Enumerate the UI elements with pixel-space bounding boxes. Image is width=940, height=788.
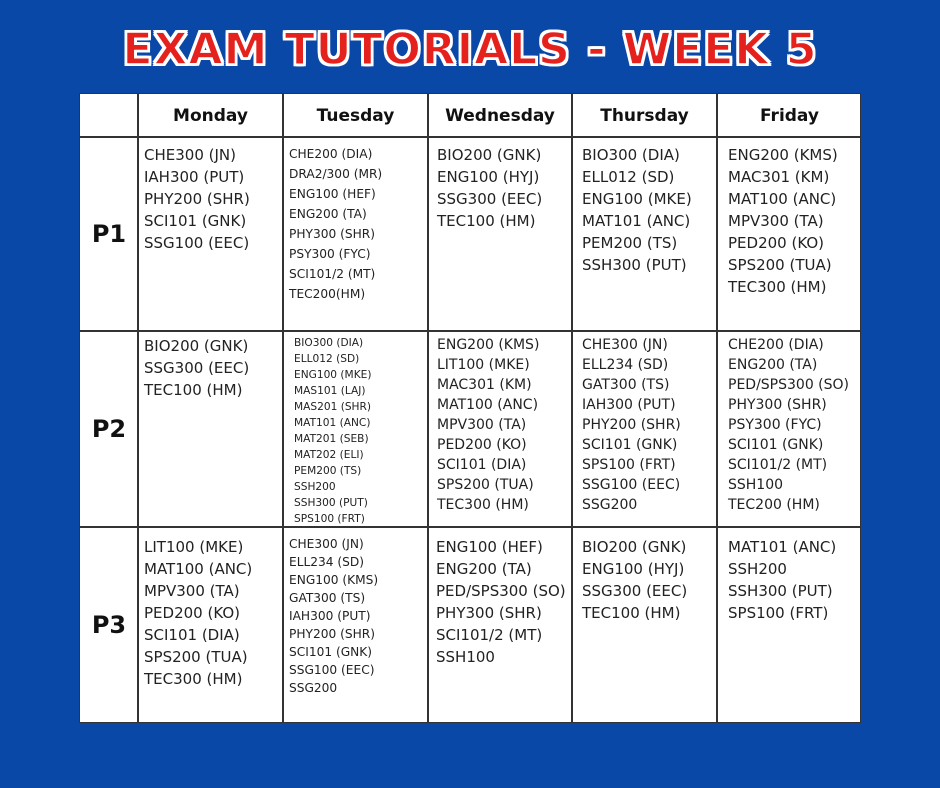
course-entry: TEC300 (HM)	[728, 278, 827, 296]
course-entry: LIT100 (MKE)	[437, 357, 530, 373]
course-entry: PHY200 (SHR)	[582, 417, 681, 433]
course-entry: SSH200	[294, 481, 336, 493]
cell-p1-tuesday	[289, 144, 382, 304]
course-entry: ELL012 (SD)	[294, 353, 360, 365]
cell-p2-tuesday	[294, 335, 371, 527]
course-entry: ENG200 (KMS)	[728, 146, 838, 164]
course-entry: PED/SPS300 (SO)	[436, 582, 566, 600]
cell-p3-monday	[144, 536, 252, 690]
course-entry: BIO200 (GNK)	[144, 337, 249, 355]
course-entry: MAT202 (ELI)	[294, 449, 364, 461]
course-entry: SCI101 (DIA)	[437, 457, 527, 473]
grid-line	[80, 330, 860, 332]
course-entry: MPV300 (TA)	[437, 417, 527, 433]
grid-line	[80, 526, 860, 528]
grid-line	[571, 94, 573, 722]
course-entry: SSH300 (PUT)	[294, 497, 368, 509]
course-entry: DRA2/300 (MR)	[289, 167, 383, 181]
grid-line	[282, 94, 284, 722]
course-entry: MAT100 (ANC)	[437, 397, 539, 413]
course-entry: ENG200 (TA)	[289, 207, 367, 221]
course-entry: MAT100 (ANC)	[144, 560, 253, 578]
course-entry: SCI101 (GNK)	[289, 645, 373, 659]
cell-p2-monday	[144, 335, 249, 401]
course-entry: MPV300 (TA)	[144, 582, 240, 600]
course-entry: PSY300 (FYC)	[728, 417, 822, 433]
course-entry: MAT100 (ANC)	[728, 190, 837, 208]
course-entry: BIO200 (GNK)	[437, 146, 542, 164]
day-header-friday: Friday	[760, 106, 819, 126]
course-entry: PHY300 (SHR)	[289, 227, 375, 241]
course-entry: MAC301 (KM)	[728, 168, 830, 186]
course-entry: IAH300 (PUT)	[144, 168, 245, 186]
course-entry: SCI101 (GNK)	[582, 437, 678, 453]
course-entry: SPS200 (TUA)	[728, 256, 832, 274]
course-entry: SSG200	[289, 681, 338, 695]
timetable-grid	[79, 93, 861, 723]
course-entry: SPS100 (FRT)	[294, 513, 365, 525]
cell-p2-friday	[728, 335, 849, 515]
course-entry: TEC200(HM)	[289, 287, 366, 301]
course-entry: MAS201 (SHR)	[294, 401, 372, 413]
course-entry: PED/SPS300 (SO)	[728, 377, 850, 393]
day-header-monday: Monday	[173, 106, 248, 126]
course-entry: MAT101 (ANC)	[582, 212, 691, 230]
course-entry: PEM200 (TS)	[582, 234, 678, 252]
course-entry: SSG100 (EEC)	[582, 477, 681, 493]
period-label-p2: P2	[91, 415, 127, 443]
course-entry: ENG100 (HEF)	[436, 538, 543, 556]
course-entry: IAH300 (PUT)	[289, 609, 371, 623]
cell-p3-friday	[728, 536, 836, 624]
course-entry: BIO300 (DIA)	[294, 337, 364, 349]
cell-p3-wednesday	[436, 536, 566, 668]
cell-p2-wednesday	[437, 335, 539, 515]
course-entry: LIT100 (MKE)	[144, 538, 244, 556]
course-entry: BIO300 (DIA)	[582, 146, 680, 164]
course-entry: SCI101/2 (MT)	[436, 626, 543, 644]
course-entry: ELL234 (SD)	[289, 555, 365, 569]
cell-p3-thursday	[582, 536, 687, 624]
course-entry: PEM200 (TS)	[294, 465, 362, 477]
course-entry: MAS101 (LAJ)	[294, 385, 366, 397]
grid-line	[716, 94, 718, 722]
course-entry: GAT300 (TS)	[582, 377, 670, 393]
grid-line	[427, 94, 429, 722]
course-entry: PHY200 (SHR)	[289, 627, 375, 641]
cell-p1-friday	[728, 144, 838, 298]
course-entry: SSG100 (EEC)	[144, 234, 250, 252]
course-entry: TEC100 (HM)	[582, 604, 681, 622]
day-header-wednesday: Wednesday	[445, 106, 555, 126]
course-entry: SPS200 (TUA)	[144, 648, 248, 666]
course-entry: CHE200 (DIA)	[289, 147, 373, 161]
course-entry: SSG200	[582, 497, 638, 513]
course-entry: TEC200 (HM)	[728, 497, 820, 513]
cell-p2-thursday	[582, 335, 681, 515]
course-entry: MPV300 (TA)	[728, 212, 824, 230]
cell-p1-wednesday	[437, 144, 542, 232]
course-entry: ENG200 (KMS)	[437, 337, 540, 353]
page-title: EXAM TUTORIALS - WEEK 5	[122, 24, 818, 75]
course-entry: TEC300 (HM)	[144, 670, 243, 688]
course-entry: SSG300 (EEC)	[582, 582, 688, 600]
course-entry: CHE300 (JN)	[289, 537, 364, 551]
period-label-p1: P1	[91, 220, 127, 248]
course-entry: TEC300 (HM)	[437, 497, 529, 513]
course-entry: SPS200 (TUA)	[437, 477, 534, 493]
course-entry: SPS100 (FRT)	[728, 604, 829, 622]
course-entry: SSG300 (EEC)	[144, 359, 250, 377]
course-entry: CHE200 (DIA)	[728, 337, 824, 353]
course-entry: SSH300 (PUT)	[728, 582, 833, 600]
course-entry: MAT101 (ANC)	[728, 538, 837, 556]
course-entry: PED200 (KO)	[144, 604, 240, 622]
course-entry: ENG200 (TA)	[728, 357, 818, 373]
course-entry: GAT300 (TS)	[289, 591, 366, 605]
course-entry: PSY300 (FYC)	[289, 247, 371, 261]
day-header-tuesday: Tuesday	[316, 106, 395, 126]
course-entry: SSH200	[728, 560, 787, 578]
course-entry: SPS100 (FRT)	[582, 457, 676, 473]
course-entry: ENG100 (MKE)	[582, 190, 692, 208]
course-entry: ENG200 (TA)	[436, 560, 532, 578]
course-entry: BIO200 (GNK)	[582, 538, 687, 556]
day-header-thursday: Thursday	[600, 106, 689, 126]
course-entry: TEC100 (HM)	[144, 381, 243, 399]
cell-p3-tuesday	[289, 535, 378, 697]
course-entry: PHY300 (SHR)	[436, 604, 542, 622]
course-entry: SCI101/2 (MT)	[289, 267, 376, 281]
course-entry: SSH100	[728, 477, 784, 493]
course-entry: SCI101 (DIA)	[144, 626, 240, 644]
course-entry: PHY200 (SHR)	[144, 190, 250, 208]
course-entry: MAT101 (ANC)	[294, 417, 371, 429]
course-entry: ENG100 (HYJ)	[582, 560, 685, 578]
course-entry: ENG100 (KMS)	[289, 573, 379, 587]
course-entry: SSH100	[436, 648, 495, 666]
cell-p1-thursday	[582, 144, 692, 276]
cell-p1-monday	[144, 144, 250, 254]
course-entry: CHE300 (JN)	[144, 146, 236, 164]
course-entry: MAC301 (KM)	[437, 377, 532, 393]
course-entry: SSG100 (EEC)	[289, 663, 375, 677]
course-entry: ELL234 (SD)	[582, 357, 669, 373]
course-entry: SCI101 (GNK)	[144, 212, 247, 230]
course-entry: SSH300 (PUT)	[582, 256, 687, 274]
course-entry: ENG100 (MKE)	[294, 369, 372, 381]
course-entry: SCI101 (GNK)	[728, 437, 824, 453]
course-entry: ENG100 (HYJ)	[437, 168, 540, 186]
course-entry: CHE300 (JN)	[582, 337, 668, 353]
period-label-p3: P3	[91, 611, 127, 639]
course-entry: ELL012 (SD)	[582, 168, 675, 186]
course-entry: MAT201 (SEB)	[294, 433, 369, 445]
course-entry: IAH300 (PUT)	[582, 397, 676, 413]
course-entry: SSG300 (EEC)	[437, 190, 543, 208]
course-entry: PED200 (KO)	[728, 234, 824, 252]
course-entry: SCI101/2 (MT)	[728, 457, 828, 473]
course-entry: PED200 (KO)	[437, 437, 527, 453]
course-entry: PHY300 (SHR)	[728, 397, 827, 413]
course-entry: ENG100 (HEF)	[289, 187, 376, 201]
course-entry: TEC100 (HM)	[437, 212, 536, 230]
